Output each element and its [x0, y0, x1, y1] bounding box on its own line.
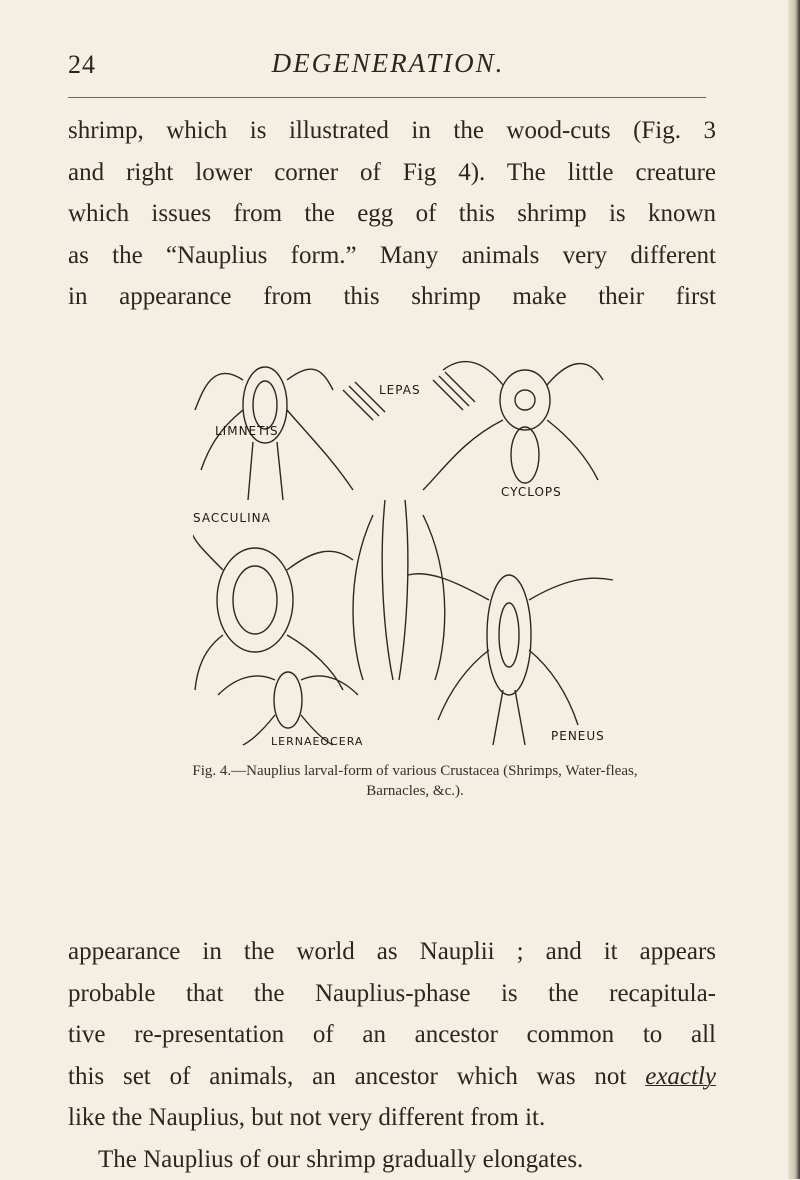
text-line	[68, 1056, 716, 1098]
running-title: DEGENERATION.	[68, 48, 708, 79]
nauplius-engraving	[193, 350, 617, 750]
label-peneus: PENEUS	[551, 729, 605, 743]
label-cyclops: CYCLOPS	[501, 485, 562, 499]
emphasis-word: exactly	[645, 1063, 716, 1090]
header-rule	[68, 97, 706, 98]
running-head	[68, 46, 708, 86]
text-line: which issues from the egg of this shrimp is known	[68, 193, 716, 235]
text-line: like the Nauplius, but not very different from it.	[68, 1097, 716, 1139]
paragraph-3-line: The Nauplius of our shrimp gradually elongates.	[68, 1139, 716, 1180]
paragraph-2	[68, 931, 716, 1180]
caption-line: Fig. 4.—Nauplius larval-form of various Crustacea (Shrimps, Water-fleas,	[150, 761, 680, 781]
text-line: tive re-presentation of an ancestor common to all	[68, 1014, 716, 1056]
figure-nauplius-illustration	[193, 350, 617, 750]
page-edge	[788, 0, 800, 1179]
text-line: appearance in the world as Nauplii ; and it appears	[68, 931, 716, 973]
text-line: shrimp, which is illustrated in the wood-cuts (Fig. 3	[68, 110, 716, 152]
text-line: and right lower corner of Fig 4). The little creature	[68, 152, 716, 194]
label-lepas: LEPAS	[379, 383, 421, 397]
text-line: as the “Nauplius form.” Many animals very different	[68, 235, 716, 277]
label-limnetis: LIMNETIS	[215, 424, 279, 438]
text-line: probable that the Nauplius-phase is the recapitula-	[68, 973, 716, 1015]
text-line: in appearance from this shrimp make their first	[68, 276, 716, 318]
label-sacculina: SACCULINA	[193, 511, 271, 525]
text-segment: this set of animals, an ancestor which was not	[68, 1063, 645, 1090]
paragraph-1	[68, 110, 716, 318]
caption-line: Barnacles, &c.).	[150, 781, 680, 801]
figure-caption	[150, 761, 680, 801]
page-number: 24	[68, 50, 96, 80]
label-lernaeocera: LERNAEOCERA	[271, 735, 363, 748]
